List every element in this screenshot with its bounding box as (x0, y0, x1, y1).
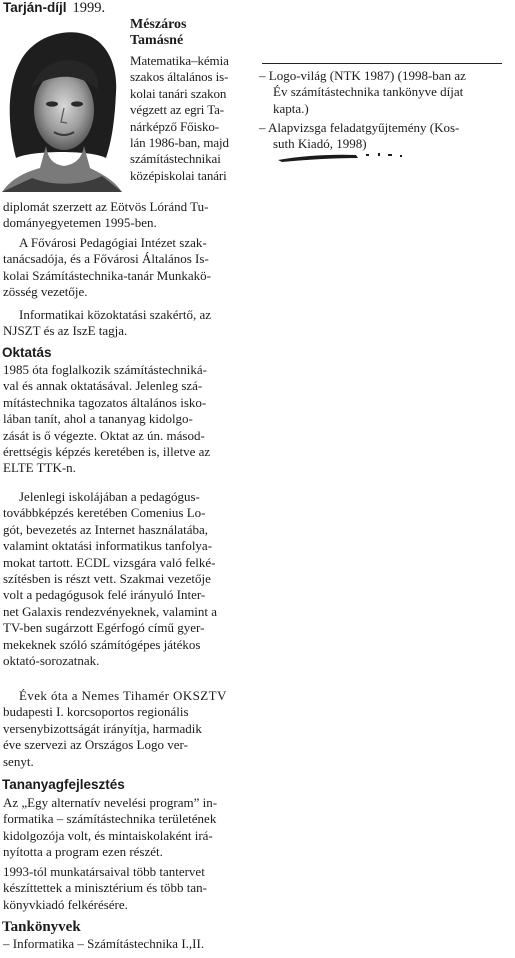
text-line: mítástechnika tagozatos általános isko- (3, 394, 207, 410)
book-list-item (259, 68, 515, 117)
text-line: net Galaxis rendezvényeknek, valamint a (3, 603, 218, 619)
text-line: kapta.) (273, 100, 309, 116)
section-heading-tananyagfejlesztes: Tananyagfejlesztés (2, 777, 125, 792)
text-line: kolai Számítástechnika-tanár Munkakö- (3, 267, 211, 283)
text-line: val és annak oktatásával. Jelenleg szá- (3, 378, 203, 394)
bio-wrapped-text (130, 53, 248, 184)
text-line: tanácsadója, és a Fővárosi Általános Is- (3, 251, 209, 267)
bio-text-continued (3, 199, 248, 232)
text-line: Jelenlegi iskolájában a pedagógus- (19, 489, 200, 504)
text-line: – Alapvizsga feladatgyűjtemény (Kos- (259, 120, 460, 135)
text-line: készíttettek a minisztérium és több tan- (3, 880, 207, 896)
text-line: kidolgozója volt, és mintaiskolaként irá- (3, 827, 213, 843)
text-line: Informatikai közoktatási szakértő, az (19, 307, 212, 322)
torn-text-fragment (260, 149, 430, 163)
text-line: – Logo-világ (NTK 1987) (1998-ban az (259, 68, 466, 83)
tananyag-paragraph (3, 864, 248, 913)
text-line: versenybizottságát irányítja, harmadik (3, 720, 202, 736)
text-line: gót, bevezetés az Internet használatába, (3, 521, 208, 537)
oktatas-paragraph (3, 688, 248, 770)
text-line: kolai tanári szakon (130, 85, 227, 101)
text-line: továbbképzés keretében Comenius Lo- (3, 505, 206, 521)
text-line: oktató-sorozatnak. (3, 653, 100, 669)
section-heading-tankonyvek: Tankönyvek (2, 919, 81, 935)
text-line: volt a pedagógusok felé irányuló Inter- (3, 587, 206, 603)
person-name-line1: Mészáros (130, 17, 187, 32)
text-line: ELTE TTK-n. (3, 460, 76, 476)
text-line: dományegyetemen 1995-ben. (3, 215, 157, 231)
award-year: 1999. (72, 0, 106, 16)
text-line: valamint oktatási informatikus tanfolya- (3, 538, 213, 554)
text-line: mekeknek szóló számítógépes játékos (3, 636, 201, 652)
text-line: nárképző Főisko- (130, 118, 220, 134)
text-line: éve szervezi az Országos Logo ver- (3, 737, 188, 753)
text-line: suth Kiadó, 1998) (273, 136, 367, 152)
bio-paragraph (3, 235, 248, 301)
text-line: érettségis képzés keretében is, illetve az (3, 444, 211, 460)
text-line: végzett az egri Ta- (130, 102, 225, 118)
text-line: szakos általános is- (130, 69, 229, 85)
section-heading-oktatas: Oktatás (2, 345, 52, 360)
tananyag-paragraph (3, 795, 248, 861)
oktatas-paragraph (3, 362, 248, 477)
book-list-item (259, 120, 515, 153)
text-line: TV-ben sugárzott Egérfogó című gyer- (3, 620, 205, 636)
text-line: NJSZT és az IszE tagja. (3, 323, 128, 339)
bio-paragraph (3, 307, 248, 340)
oktatas-paragraph (3, 489, 248, 669)
award-header (3, 0, 105, 16)
text-line: Matematika–kémia (130, 53, 229, 68)
text-line: szítésben is részt vett. Szakmai vezetője (3, 571, 211, 587)
text-line: senyt. (3, 753, 34, 769)
text-line: középiskolai tanári (130, 167, 227, 183)
text-line: A Fővárosi Pedagógiai Intézet szak- (19, 235, 207, 250)
column-divider-rule (262, 63, 502, 64)
person-name-line2: Tamásné (130, 33, 184, 48)
text-line: 1985 óta foglalkozik számítástechniká- (3, 362, 207, 377)
text-line: diplomát szerzett az Eötvös Lóránd Tu- (3, 199, 209, 214)
text-line: Évek óta a Nemes Tihamér OKSZTV (19, 688, 227, 703)
text-line: zösség vezetője. (3, 284, 88, 300)
text-line: zását is ő végezte. Oktat az ún. másod- (3, 427, 205, 443)
text-line: formatika – számítástechnika területének (3, 811, 217, 827)
text-line: lában tanít, ahol a tananyag kidolgo- (3, 411, 193, 427)
text-line: 1993-tól munkatársaival több tantervet (3, 864, 205, 879)
portrait-photo (2, 18, 122, 192)
text-line: számítástechnikai (130, 151, 221, 167)
text-line: lán 1986-ban, majd (130, 135, 229, 151)
award-name: Tarján-díjl (3, 0, 67, 15)
text-line: Az „Egy alternatív nevelési program” in- (3, 795, 218, 810)
person-name (130, 17, 250, 49)
text-line: budapesti I. korcsoportos regionális (3, 704, 189, 720)
text-line: mokat tartott. ECDL vizsgára való felké- (3, 554, 216, 570)
text-line: Év számítástechnika tankönyve díjat (273, 84, 464, 100)
tankonyvek-list-item: – Informatika – Számítástechnika I.,II. (3, 936, 205, 951)
text-line: nyította a program ezen részét. (3, 844, 163, 860)
text-line: könyvkiadó felkérésére. (3, 896, 128, 912)
